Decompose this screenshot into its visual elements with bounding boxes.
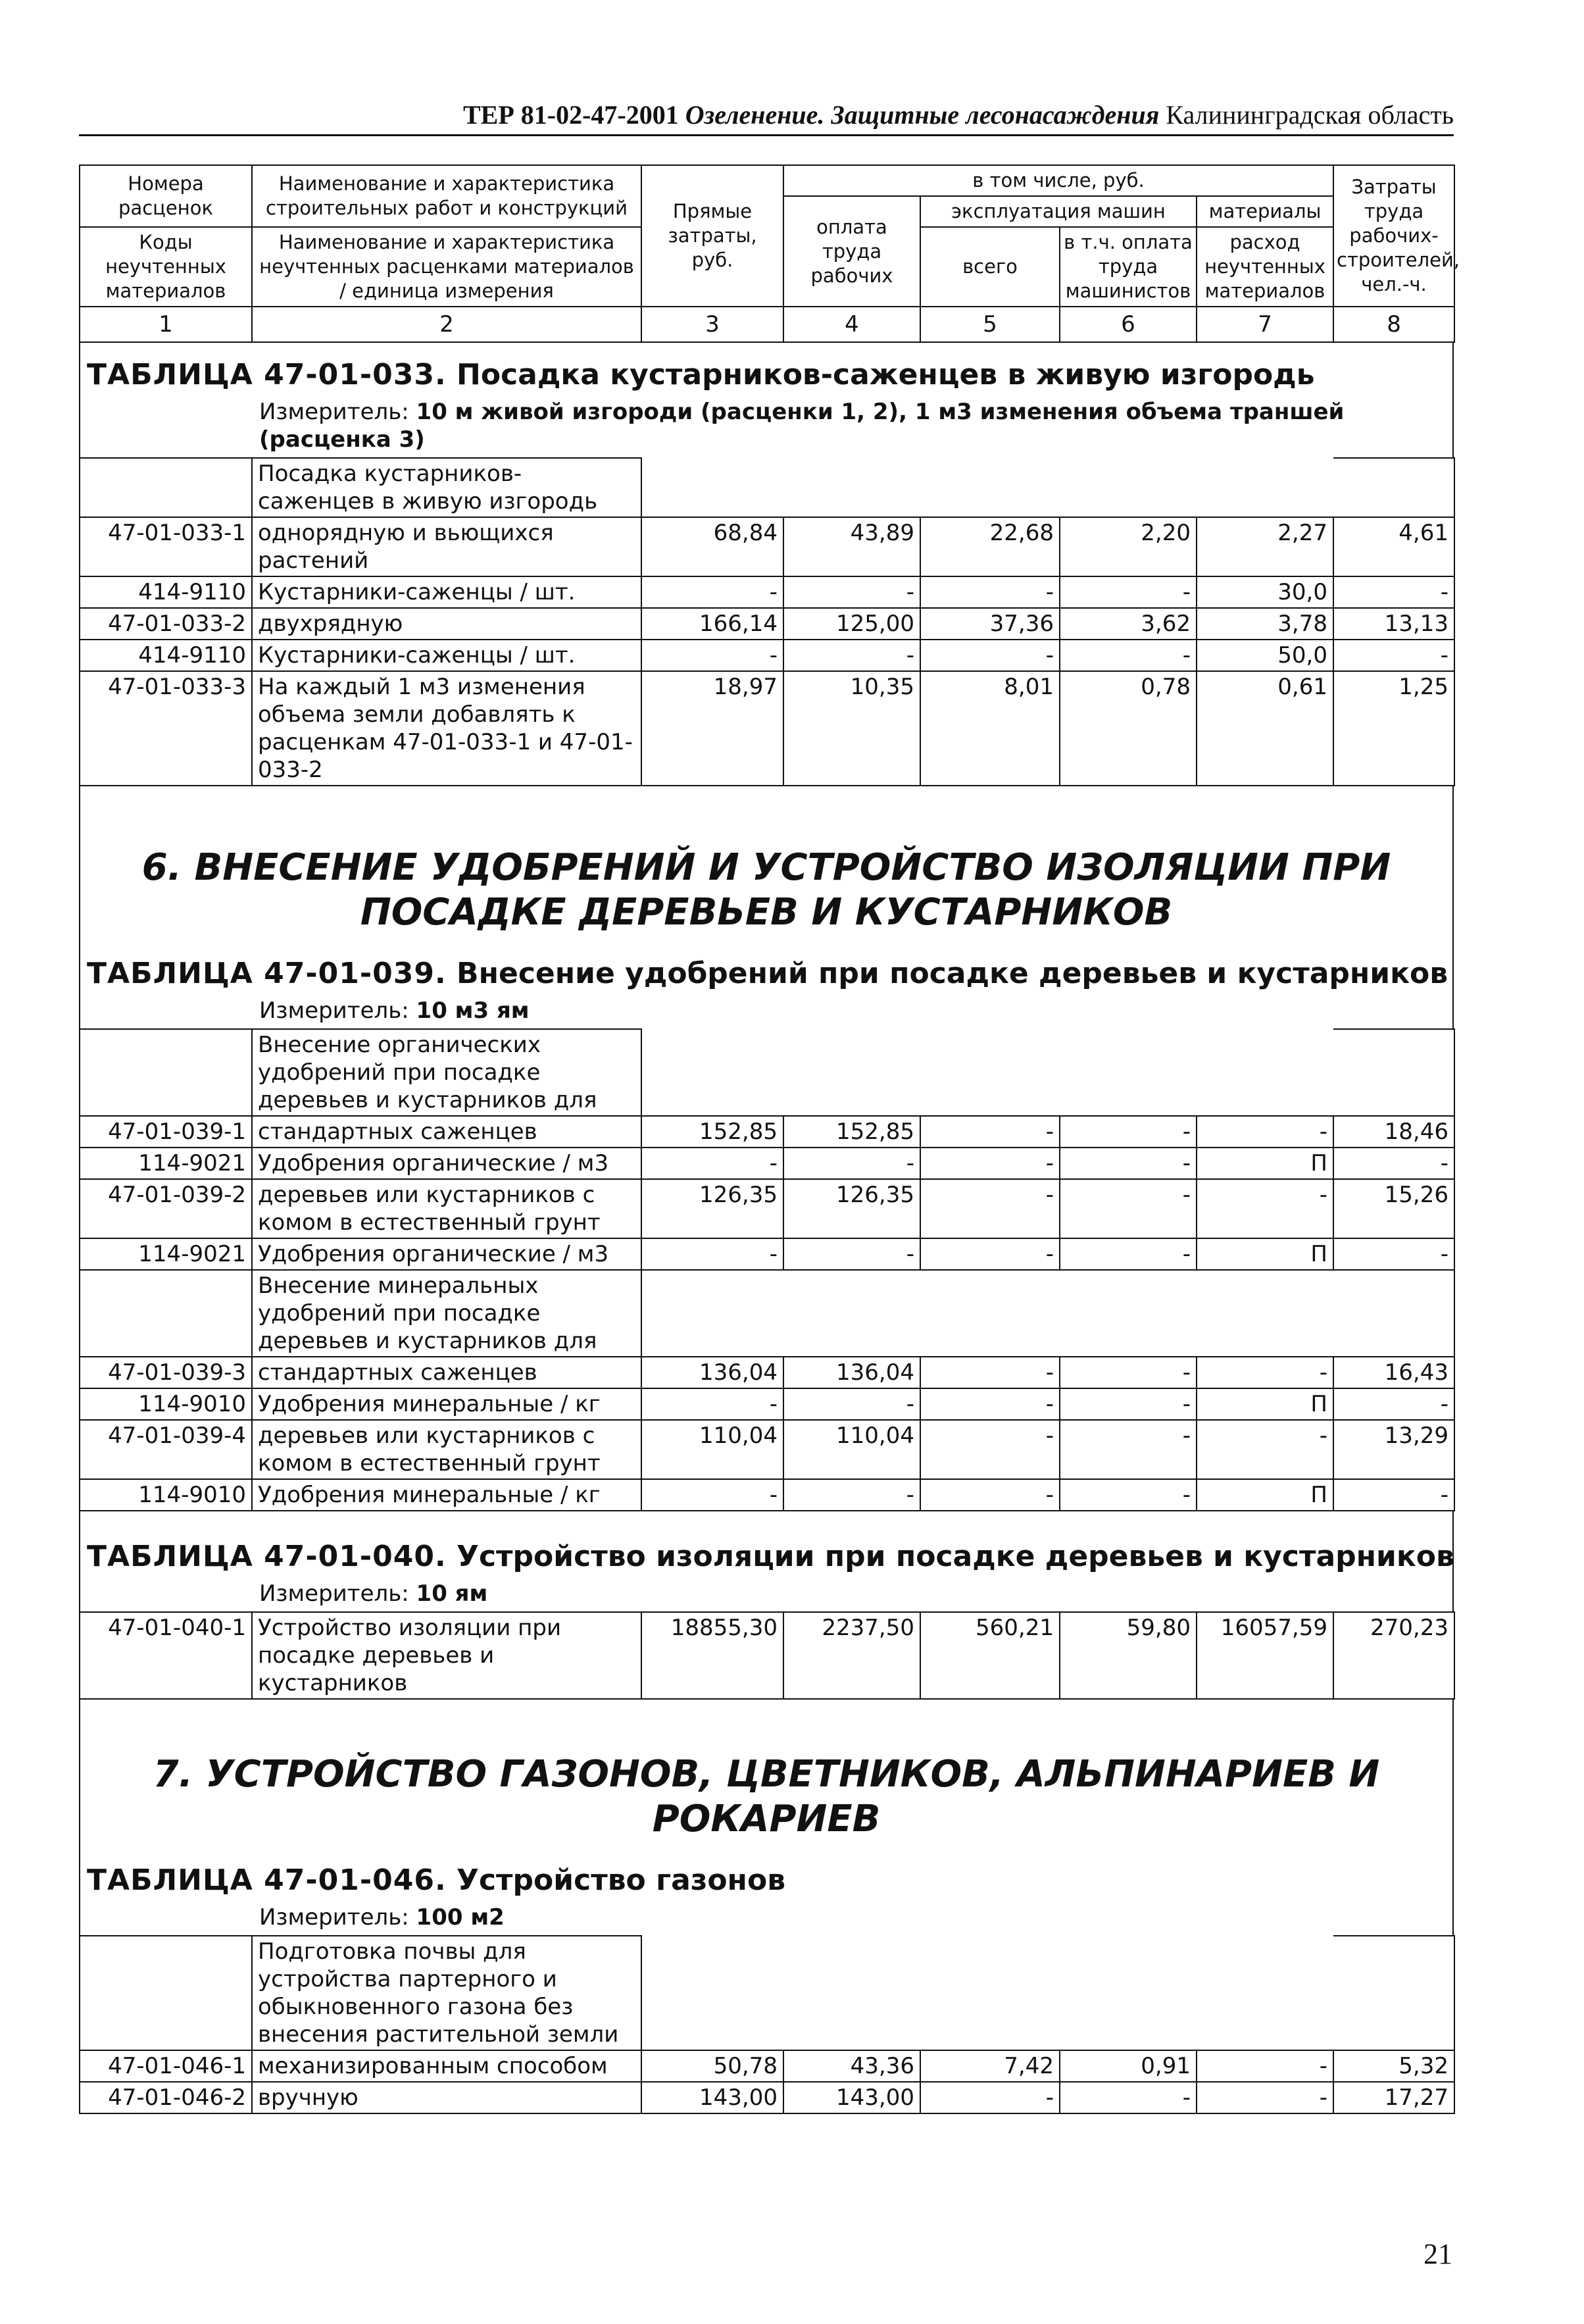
table-cell: -: [1060, 1116, 1197, 1148]
header-work-name: Наименование и характеристика строительных работ и конструкций: [252, 165, 641, 227]
table-cell: 126,35: [641, 1179, 783, 1238]
table-cell: 50,0: [1197, 640, 1333, 671]
table-cell: -: [1197, 1420, 1333, 1479]
table-cell: Удобрения минеральные / кг: [252, 1388, 641, 1420]
table-cell: деревьев или кустарников с комом в естественный грунт: [252, 1420, 641, 1479]
table-cell: -: [1333, 1238, 1454, 1270]
heading-text: Устройство изоляции при посадке деревьев и кустарников: [457, 1540, 1454, 1573]
doc-code: ТЕР 81-02-47-2001: [462, 100, 679, 130]
table-cell: 114-9021: [80, 1238, 252, 1270]
table-cell: -: [641, 576, 783, 608]
table-046-title: [80, 1848, 1452, 1904]
table-cell: стандартных саженцев: [252, 1116, 641, 1148]
header-worker-pay: оплата труда рабочих: [783, 196, 920, 307]
header-number: 6: [1060, 307, 1197, 342]
table-cell: 7,42: [920, 2050, 1060, 2082]
table-040-title: [80, 1511, 1452, 1580]
table-040-heading: [79, 1511, 1454, 1611]
running-header: [79, 99, 1454, 136]
table-cell: П: [1197, 1479, 1333, 1511]
table-cell: 47-01-040-1: [80, 1612, 252, 1699]
heading-text: Измеритель:: [259, 1580, 409, 1607]
table-cell: 560,21: [920, 1612, 1060, 1699]
table-cell: 125,00: [783, 608, 920, 640]
table-cell: -: [1197, 1179, 1333, 1238]
table-cell: -: [920, 2082, 1060, 2113]
header-number: 4: [783, 307, 920, 342]
table-row: [80, 517, 1454, 576]
table-cell: -: [1060, 1179, 1197, 1238]
table-cell: -: [783, 576, 920, 608]
table-cell: вручную: [252, 2082, 641, 2113]
table-cell: П: [1197, 1388, 1333, 1420]
column-header-table: [79, 164, 1460, 343]
table-cell: 152,85: [641, 1116, 783, 1148]
table-cell: -: [1333, 1479, 1454, 1511]
header-rate-numbers: Номера расценок: [80, 165, 252, 227]
heading-text: 10 ям: [416, 1580, 488, 1607]
table-033-title: [80, 343, 1452, 398]
table-row: [80, 1238, 1454, 1270]
heading-text: Устройство газонов: [457, 1863, 786, 1897]
table-row: [80, 608, 1454, 640]
header-direct-costs: Прямые затраты, руб.: [641, 165, 783, 307]
table-cell: 114-9021: [80, 1148, 252, 1179]
table-cell: 50,78: [641, 2050, 783, 2082]
heading-text: 10 м3 ям: [416, 998, 530, 1024]
table-cell: 1,25: [1333, 671, 1454, 786]
table-cell: -: [1197, 2082, 1333, 2113]
header-number: 8: [1333, 307, 1454, 342]
group-label: Посадка кустарников-саженцев в живую изгородь: [252, 458, 641, 517]
header-machines-group: эксплуатация машин: [920, 196, 1197, 227]
table-cell: 15,26: [1333, 1179, 1454, 1238]
table-046-meter: [80, 1904, 1452, 1935]
table-cell: -: [783, 1148, 920, 1179]
heading-text: Измеритель:: [259, 1904, 409, 1931]
header-number-row: [80, 307, 1454, 342]
table-cell: -: [641, 1238, 783, 1270]
table-cell: 114-9010: [80, 1479, 252, 1511]
table-row: [80, 1479, 1454, 1511]
heading-text: 100 м2: [416, 1904, 505, 1931]
table-row: [80, 1612, 1454, 1699]
table-cell: 136,04: [641, 1357, 783, 1388]
doc-region: Калининградская область: [1166, 100, 1454, 130]
table-cell: -: [1333, 1388, 1454, 1420]
table-cell: -: [1060, 1357, 1197, 1388]
header-material-usage: расход неучтенных материалов: [1197, 227, 1333, 307]
heading-text: Измеритель:: [259, 399, 409, 425]
table-cell: -: [920, 1388, 1060, 1420]
table-cell: 2,27: [1197, 517, 1333, 576]
header-number: 3: [641, 307, 783, 342]
header-material-name: Наименование и характеристика неучтенных расценками материалов / единица измерения: [252, 227, 641, 307]
table-cell: 30,0: [1197, 576, 1333, 608]
table-cell: 8,01: [920, 671, 1060, 786]
table-row: [80, 2050, 1454, 2082]
table-row: [80, 1179, 1454, 1238]
table-cell: 414-9110: [80, 576, 252, 608]
table-cell: 13,29: [1333, 1420, 1454, 1479]
table-cell: 43,89: [783, 517, 920, 576]
table-row: [80, 1148, 1454, 1179]
table-cell: 47-01-033-3: [80, 671, 252, 786]
table-cell: На каждый 1 м3 изменения объема земли добавлять к расценкам 47-01-033-1 и 47-01-033-2: [252, 671, 641, 786]
table-cell: -: [1197, 2050, 1333, 2082]
table-cell: -: [783, 1238, 920, 1270]
heading-text: ТАБЛИЦА 47-01-046.: [87, 1863, 447, 1897]
table-cell: 110,04: [641, 1420, 783, 1479]
table-cell: -: [1060, 640, 1197, 671]
heading-text: Посадка кустарников-саженцев в живую изгородь: [457, 358, 1315, 392]
table-cell: -: [920, 1479, 1060, 1511]
table-cell: -: [783, 1479, 920, 1511]
table-cell: -: [1060, 1388, 1197, 1420]
table-cell: -: [1333, 576, 1454, 608]
table-cell: двухрядную: [252, 608, 641, 640]
table-cell: 47-01-039-1: [80, 1116, 252, 1148]
table-cell: Удобрения органические / м3: [252, 1148, 641, 1179]
table-cell: 17,27: [1333, 2082, 1454, 2113]
table-cell: 3,62: [1060, 608, 1197, 640]
heading-text: ТАБЛИЦА 47-01-040.: [87, 1540, 447, 1573]
table-cell: 166,14: [641, 608, 783, 640]
table-046-heading: [79, 1700, 1454, 1935]
table-cell: 68,84: [641, 517, 783, 576]
table-cell: 47-01-039-2: [80, 1179, 252, 1238]
table-033: [79, 457, 1455, 786]
table-cell: -: [641, 640, 783, 671]
table-cell: -: [641, 1148, 783, 1179]
table-cell: -: [1060, 1479, 1197, 1511]
header-materials-group: материалы: [1197, 196, 1333, 227]
table-cell: Удобрения органические / м3: [252, 1238, 641, 1270]
page-number: 21: [1423, 2238, 1452, 2270]
table-cell: 18,46: [1333, 1116, 1454, 1148]
table-cell: Кустарники-саженцы / шт.: [252, 576, 641, 608]
table-cell: 13,13: [1333, 608, 1454, 640]
table-row: [80, 2082, 1454, 2113]
table-cell: 152,85: [783, 1116, 920, 1148]
table-cell: -: [1333, 640, 1454, 671]
header-material-codes: Коды неучтенных материалов: [80, 227, 252, 307]
section-7-title: 7. УСТРОЙСТВО ГАЗОНОВ, ЦВЕТНИКОВ, АЛЬПИНАРИЕВ И РОКАРИЕВ: [153, 1753, 1380, 1840]
table-cell: 16057,59: [1197, 1612, 1333, 1699]
table-cell: 2,20: [1060, 517, 1197, 576]
table-cell: -: [641, 1479, 783, 1511]
table-cell: 414-9110: [80, 640, 252, 671]
table-039-heading: [79, 786, 1454, 1028]
table-cell: -: [920, 1420, 1060, 1479]
table-cell: однорядную и вьющихся растений: [252, 517, 641, 576]
header-number: 1: [80, 307, 252, 342]
table-033-heading: [79, 343, 1454, 457]
table-row: [80, 1388, 1454, 1420]
table-cell: 47-01-039-3: [80, 1357, 252, 1388]
table-cell: 59,80: [1060, 1612, 1197, 1699]
table-cell: 22,68: [920, 517, 1060, 576]
table-cell: -: [1333, 1148, 1454, 1179]
table-row: [80, 1357, 1454, 1388]
table-cell: 47-01-033-2: [80, 608, 252, 640]
table-033-meter: [80, 398, 1452, 457]
table-cell: 18,97: [641, 671, 783, 786]
table-cell: механизированным способом: [252, 2050, 641, 2082]
header-labor-costs: Затраты труда рабочих-строителей, чел.-ч.: [1333, 165, 1454, 307]
table-cell: стандартных саженцев: [252, 1357, 641, 1388]
table-cell: -: [783, 1388, 920, 1420]
heading-text: ТАБЛИЦА 47-01-039.: [87, 957, 447, 990]
table-cell: -: [920, 1357, 1060, 1388]
table-cell: Удобрения минеральные / кг: [252, 1479, 641, 1511]
table-cell: -: [1197, 1357, 1333, 1388]
header-number: 5: [920, 307, 1060, 342]
table-cell: -: [1060, 1148, 1197, 1179]
table-cell: 114-9010: [80, 1388, 252, 1420]
header-including-group: в том числе, руб.: [783, 165, 1333, 196]
table-cell: 47-01-039-4: [80, 1420, 252, 1479]
table-cell: -: [641, 1388, 783, 1420]
table-cell: -: [920, 576, 1060, 608]
table-cell: -: [920, 640, 1060, 671]
table-cell: -: [783, 640, 920, 671]
table-040-meter: [80, 1580, 1452, 1611]
group-label: Внесение органических удобрений при посадке деревьев и кустарников для: [252, 1029, 641, 1116]
table-cell: 110,04: [783, 1420, 920, 1479]
table-cell: -: [920, 1179, 1060, 1238]
section-6-title: 6. ВНЕСЕНИЕ УДОБРЕНИЙ И УСТРОЙСТВО ИЗОЛЯЦИИ ПРИ ПОСАДКЕ ДЕРЕВЬЕВ И КУСТАРНИКОВ: [141, 846, 1391, 934]
table-046: [79, 1935, 1455, 2114]
table-row: [80, 640, 1454, 671]
doc-title: Озеленение. Защитные лесонасаждения: [685, 100, 1160, 130]
table-cell: 4,61: [1333, 517, 1454, 576]
table-cell: 18855,30: [641, 1612, 783, 1699]
table-cell: 0,78: [1060, 671, 1197, 786]
table-row: [80, 576, 1454, 608]
table-040: [79, 1611, 1455, 1700]
table-cell: -: [1060, 1238, 1197, 1270]
table-cell: -: [920, 1148, 1060, 1179]
table-cell: -: [1197, 1116, 1333, 1148]
table-cell: 47-01-046-2: [80, 2082, 252, 2113]
header-operator-pay: в т.ч. оплата труда машинистов: [1060, 227, 1197, 307]
table-cell: Кустарники-саженцы / шт.: [252, 640, 641, 671]
table-cell: 143,00: [641, 2082, 783, 2113]
table-cell: 3,78: [1197, 608, 1333, 640]
table-cell: 10,35: [783, 671, 920, 786]
table-cell: П: [1197, 1148, 1333, 1179]
table-cell: -: [920, 1116, 1060, 1148]
table-cell: -: [1060, 2082, 1197, 2113]
table-cell: 143,00: [783, 2082, 920, 2113]
table-cell: 37,36: [920, 608, 1060, 640]
table-cell: 47-01-046-1: [80, 2050, 252, 2082]
table-cell: 126,35: [783, 1179, 920, 1238]
group-label: Внесение минеральных удобрений при посадке деревьев и кустарников для: [252, 1270, 641, 1357]
table-cell: 43,36: [783, 2050, 920, 2082]
table-cell: 16,43: [1333, 1357, 1454, 1388]
table-cell: 0,61: [1197, 671, 1333, 786]
table-cell: -: [920, 1238, 1060, 1270]
table-row: [80, 1116, 1454, 1148]
heading-text: Измеритель:: [259, 998, 409, 1024]
heading-text: ТАБЛИЦА 47-01-033.: [87, 358, 447, 392]
header-machines-total: всего: [920, 227, 1060, 307]
table-cell: 0,91: [1060, 2050, 1197, 2082]
table-cell: 136,04: [783, 1357, 920, 1388]
header-number: 7: [1197, 307, 1333, 342]
table-cell: 47-01-033-1: [80, 517, 252, 576]
table-039-title: [80, 942, 1452, 997]
table-039-meter: [80, 997, 1452, 1028]
header-number: 2: [252, 307, 641, 342]
table-cell: 5,32: [1333, 2050, 1454, 2082]
table-cell: -: [1060, 576, 1197, 608]
table-row: [80, 671, 1454, 786]
table-039: [79, 1028, 1455, 1511]
table-cell: -: [1060, 1420, 1197, 1479]
table-cell: деревьев или кустарников с комом в естественный грунт: [252, 1179, 641, 1238]
page-body: [79, 164, 1460, 2114]
table-cell: Устройство изоляции при посадке деревьев и кустарников: [252, 1612, 641, 1699]
table-cell: 270,23: [1333, 1612, 1454, 1699]
table-row: [80, 1420, 1454, 1479]
table-cell: 2237,50: [783, 1612, 920, 1699]
heading-text: Внесение удобрений при посадке деревьев и кустарников: [457, 957, 1448, 990]
group-label: Подготовка почвы для устройства партерного и обыкновенного газона без внесения растительной земли: [252, 1936, 641, 2050]
heading-text: 10 м живой изгороди (расценки 1, 2), 1 м3 изменения объема траншей (расценка 3): [259, 399, 1345, 453]
table-cell: П: [1197, 1238, 1333, 1270]
